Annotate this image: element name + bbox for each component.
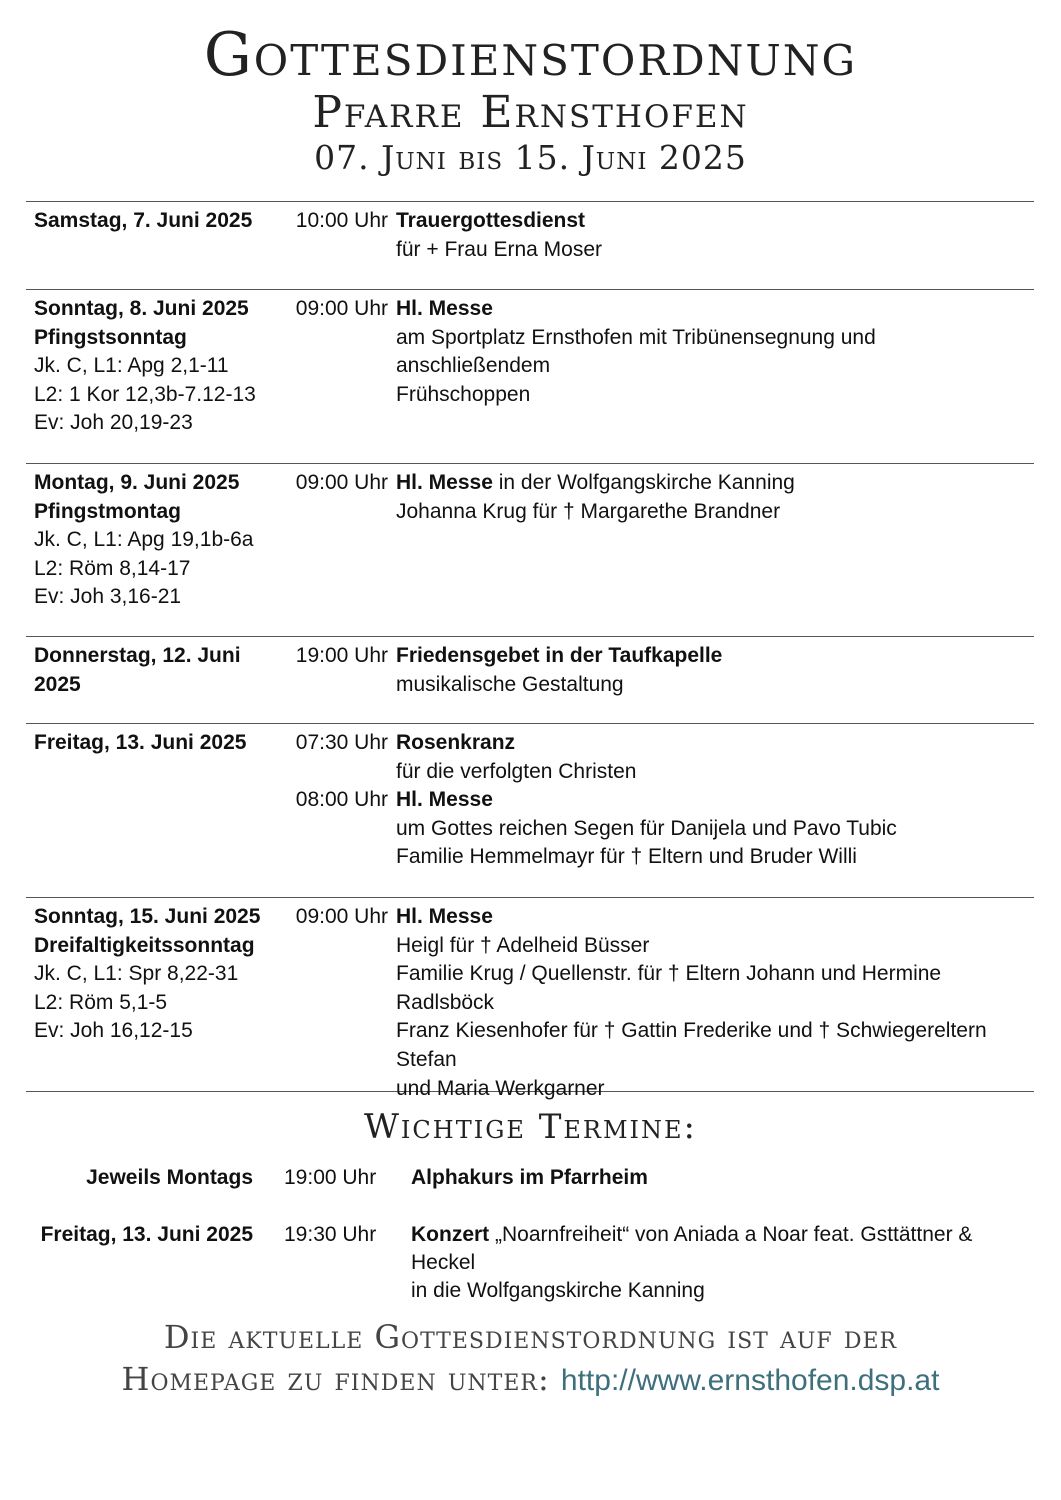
- service-title: Trauergottesdienst: [396, 209, 586, 232]
- day-cell: [34, 729, 284, 758]
- termin-day: Jeweils Montags: [86, 1166, 253, 1189]
- service-time: 10:00 Uhr: [295, 209, 388, 232]
- day-label: Samstag, 7. Juni 2025: [34, 209, 253, 232]
- service-title: Hl. Messe: [396, 297, 493, 320]
- day-cell: [34, 295, 284, 438]
- homepage-link[interactable]: http://www.ernsthofen.dsp.at: [560, 1364, 940, 1397]
- service-time: 19:00 Uhr: [295, 644, 388, 667]
- important-dates-heading: Wichtige Termine:: [363, 1107, 697, 1147]
- day-cell: [34, 642, 284, 699]
- day-cell: [34, 903, 284, 1046]
- day-label: Dreifaltigkeitssonntag: [34, 933, 255, 957]
- day-label: 2025: [34, 672, 81, 696]
- schedule-row: [26, 898, 1034, 1100]
- termin-description: [411, 1164, 1041, 1192]
- intention-line: Familie Hemmelmayr für † Eltern und Bruder Willi: [396, 845, 857, 869]
- service-description: [396, 903, 1034, 1103]
- day-label: Donnerstag, 12. Juni: [34, 644, 241, 667]
- reading-reference: Jk. C, L1: Apg 2,1-11: [34, 354, 229, 378]
- document-title: Gottesdienstordnung: [203, 20, 858, 90]
- schedule-row: [26, 464, 1034, 637]
- reading-reference: Ev: Joh 20,19-23: [34, 411, 193, 435]
- service-time: 08:00 Uhr: [295, 788, 388, 812]
- day-label: Montag, 9. Juni 2025: [34, 471, 240, 494]
- entries-cell: [280, 729, 1034, 872]
- service-title: Friedensgebet in der Taufkapelle: [396, 644, 723, 667]
- termin-day: Freitag, 13. Juni 2025: [40, 1223, 253, 1246]
- footer-note: [0, 1316, 1061, 1402]
- entries-cell: [280, 642, 1034, 699]
- service-description: [396, 207, 1034, 264]
- schedule-row: [26, 724, 1034, 898]
- day-label: Sonntag, 8. Juni 2025: [34, 297, 249, 320]
- service-title: Rosenkranz: [396, 731, 516, 754]
- day-label: Freitag, 13. Juni 2025: [34, 731, 247, 754]
- service-entry: [280, 295, 1034, 409]
- service-entry: [280, 469, 1034, 526]
- schedule-row: [26, 202, 1034, 290]
- intention-line: am Sportplatz Ernsthofen mit Tribünensegnung und anschließendem: [396, 325, 876, 378]
- service-title: Hl. Messe: [396, 471, 493, 494]
- termin-rest: „Noarnfreiheit“ von Aniada a Noar feat. Gsttättner & Heckel: [411, 1223, 973, 1274]
- entries-cell: [280, 295, 1034, 409]
- intention-line: Franz Kiesenhofer für † Gattin Frederike und † Schwiegereltern Stefan: [396, 1019, 987, 1071]
- reading-reference: Ev: Joh 3,16-21: [34, 585, 182, 609]
- intention-line: für die verfolgten Christen: [396, 759, 637, 783]
- schedule-row: [26, 290, 1034, 464]
- intention-line: Frühschoppen: [396, 382, 531, 406]
- intention-line: um Gottes reichen Segen für Danijela und Pavo Tubic: [396, 816, 897, 840]
- service-title: Hl. Messe: [396, 905, 493, 928]
- reading-reference: L2: Röm 8,14-17: [34, 556, 191, 580]
- termin-description: [411, 1221, 1041, 1305]
- intention-line: Heigl für † Adelheid Büsser: [396, 933, 650, 957]
- termin-line2: in die Wolfgangskirche Kanning: [411, 1279, 705, 1302]
- service-entry: [280, 642, 1034, 699]
- service-entry: [280, 903, 1034, 1103]
- entries-cell: [280, 207, 1034, 264]
- intention-line: musikalische Gestaltung: [396, 672, 624, 696]
- footer-line1: Die aktuelle Gottesdienstordnung ist auf der: [163, 1318, 898, 1356]
- intention-line: für + Frau Erna Moser: [396, 237, 602, 261]
- date-range: 07. Juni bis 15. Juni 2025: [314, 138, 747, 177]
- termin-time: 19:30 Uhr: [284, 1223, 377, 1246]
- reading-reference: Jk. C, L1: Apg 19,1b-6a: [34, 528, 254, 552]
- reading-reference: Jk. C, L1: Spr 8,22-31: [34, 962, 239, 986]
- service-entry: [280, 207, 1034, 264]
- reading-reference: L2: Röm 5,1-5: [34, 990, 168, 1014]
- service-time: 09:00 Uhr: [295, 905, 388, 928]
- service-title: Hl. Messe: [396, 788, 493, 812]
- day-cell: [34, 207, 284, 236]
- service-description: [396, 469, 1034, 526]
- service-description: [396, 729, 1034, 786]
- termin-title: Alphakurs im Pfarrheim: [411, 1166, 648, 1189]
- intention-line: und Maria Werkgarner: [396, 1076, 605, 1100]
- service-entry: [280, 786, 1034, 872]
- day-label: Sonntag, 15. Juni 2025: [34, 905, 261, 928]
- service-description: [396, 786, 1034, 872]
- reading-reference: L2: 1 Kor 12,3b-7.12-13: [34, 382, 256, 406]
- intention-line: Johanna Krug für † Margarethe Brandner: [396, 499, 781, 523]
- service-description: [396, 295, 1034, 409]
- parish-name: Pfarre Ernsthofen: [312, 87, 749, 138]
- entries-cell: [280, 469, 1034, 526]
- termin-time: 19:00 Uhr: [284, 1166, 377, 1189]
- intention-line: Familie Krug / Quellenstr. für † Eltern Johann und Hermine Radlsböck: [396, 962, 942, 1014]
- service-time: 09:00 Uhr: [295, 471, 388, 494]
- day-cell: [34, 469, 284, 612]
- service-time: 07:30 Uhr: [295, 731, 388, 754]
- service-title-suffix: in der Wolfgangskirche Kanning: [492, 471, 795, 494]
- service-entry: [280, 729, 1034, 786]
- service-time: 09:00 Uhr: [295, 297, 388, 320]
- schedule-row: [26, 637, 1034, 724]
- reading-reference: Ev: Joh 16,12-15: [34, 1019, 193, 1043]
- day-label: Pfingstmontag: [34, 499, 181, 523]
- schedule-table: [26, 201, 1034, 1100]
- footer-line2: Homepage zu finden unter:: [121, 1360, 550, 1398]
- day-label: Pfingstsonntag: [34, 325, 187, 349]
- termin-title: Konzert: [411, 1223, 490, 1246]
- service-description: [396, 642, 1034, 699]
- entries-cell: [280, 903, 1034, 1103]
